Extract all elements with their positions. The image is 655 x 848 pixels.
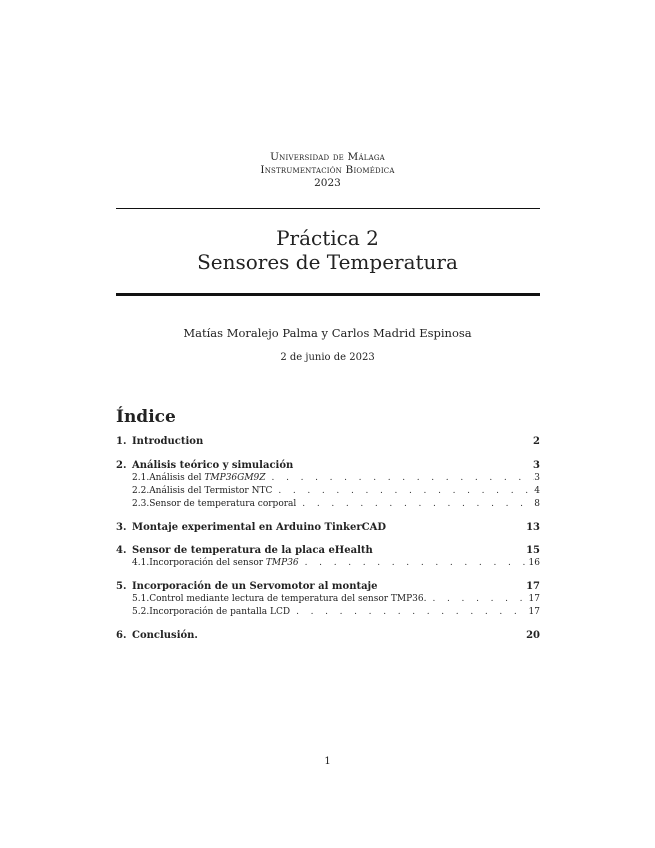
toc-page: 20 bbox=[526, 630, 540, 641]
toc-page: 13 bbox=[526, 522, 540, 533]
toc-label: Conclusión. bbox=[132, 630, 198, 641]
toc-label: Análisis teórico y simulación bbox=[132, 460, 294, 471]
toc-page: 2 bbox=[533, 436, 540, 447]
toc-label-italic: TMP36GM9Z bbox=[204, 473, 266, 483]
toc-section[interactable] bbox=[116, 522, 540, 535]
toc-page: 17 bbox=[528, 594, 540, 604]
toc-label: Incorporación del sensor TMP36 bbox=[149, 558, 299, 568]
toc-section[interactable] bbox=[116, 545, 540, 558]
toc-leader-dots bbox=[272, 486, 534, 496]
document-date: 2 de junio de 2023 bbox=[280, 352, 375, 363]
toc-leader-dots bbox=[266, 473, 535, 483]
toc-label: Incorporación de pantalla LCD bbox=[149, 607, 291, 617]
top-rule bbox=[116, 208, 540, 209]
toc-subsection[interactable] bbox=[116, 499, 540, 512]
toc-page: 4 bbox=[534, 486, 540, 496]
toc-page: 15 bbox=[526, 545, 540, 556]
authors: Matías Moralejo Palma y Carlos Madrid Espinosa bbox=[183, 326, 472, 340]
toc-number: 1. bbox=[116, 436, 127, 447]
toc-subsection[interactable] bbox=[116, 473, 540, 486]
toc-page: 3 bbox=[534, 473, 540, 483]
toc-subsection[interactable] bbox=[116, 607, 540, 620]
page-number: 1 bbox=[324, 756, 331, 767]
toc-section[interactable] bbox=[116, 436, 540, 449]
toc-section[interactable] bbox=[116, 581, 540, 594]
toc-subsection[interactable] bbox=[116, 594, 540, 607]
toc-leader-dots bbox=[296, 499, 534, 509]
toc-leader-dots bbox=[427, 594, 529, 604]
title-line-1: Práctica 2 bbox=[276, 226, 379, 250]
toc-page: 8 bbox=[534, 499, 540, 509]
toc-page: 3 bbox=[533, 460, 540, 471]
toc-number: 2.3. bbox=[132, 499, 150, 509]
toc-section[interactable] bbox=[116, 630, 540, 643]
toc-number: 4.1. bbox=[132, 558, 150, 568]
university-name: Universidad de Málaga bbox=[270, 151, 385, 163]
toc-leader-dots bbox=[299, 558, 529, 568]
toc-page: 17 bbox=[528, 607, 540, 617]
toc-number: 2.1. bbox=[132, 473, 150, 483]
toc-number: 4. bbox=[116, 545, 127, 556]
toc-label: Control mediante lectura de temperatura del sensor TMP36. bbox=[149, 594, 427, 604]
toc-number: 2. bbox=[116, 460, 127, 471]
toc-number: 5. bbox=[116, 581, 127, 592]
title-header bbox=[0, 151, 655, 190]
toc-label: Introduction bbox=[132, 436, 204, 447]
toc-page: 17 bbox=[526, 581, 540, 592]
toc-number: 5.2. bbox=[132, 607, 150, 617]
toc-label: Sensor de temperatura de la placa eHealth bbox=[132, 545, 373, 556]
toc-label: Montaje experimental en Arduino TinkerCAD bbox=[132, 522, 386, 533]
toc-number: 6. bbox=[116, 630, 127, 641]
toc-page: 16 bbox=[528, 558, 540, 568]
toc-label: Análisis del Termistor NTC bbox=[149, 486, 273, 496]
toc-label: Incorporación de un Servomotor al montaje bbox=[132, 581, 378, 592]
toc-subsection[interactable] bbox=[116, 486, 540, 499]
year: 2023 bbox=[314, 177, 341, 189]
toc-section[interactable] bbox=[116, 460, 540, 473]
toc-heading: Índice bbox=[116, 407, 176, 427]
document-title bbox=[0, 226, 655, 274]
toc-subsection[interactable] bbox=[116, 558, 540, 571]
toc-number: 2.2. bbox=[132, 486, 150, 496]
toc-number: 5.1. bbox=[132, 594, 150, 604]
toc-leader-dots bbox=[290, 607, 528, 617]
toc-label: Análisis del TMP36GM9Z bbox=[149, 473, 266, 483]
toc-number: 3. bbox=[116, 522, 127, 533]
title-line-2: Sensores de Temperatura bbox=[197, 250, 458, 274]
bottom-rule bbox=[116, 293, 540, 296]
course-name: Instrumentación Biomédica bbox=[260, 164, 395, 176]
toc-label-italic: TMP36 bbox=[265, 558, 299, 568]
toc-label: Sensor de temperatura corporal bbox=[149, 499, 297, 509]
